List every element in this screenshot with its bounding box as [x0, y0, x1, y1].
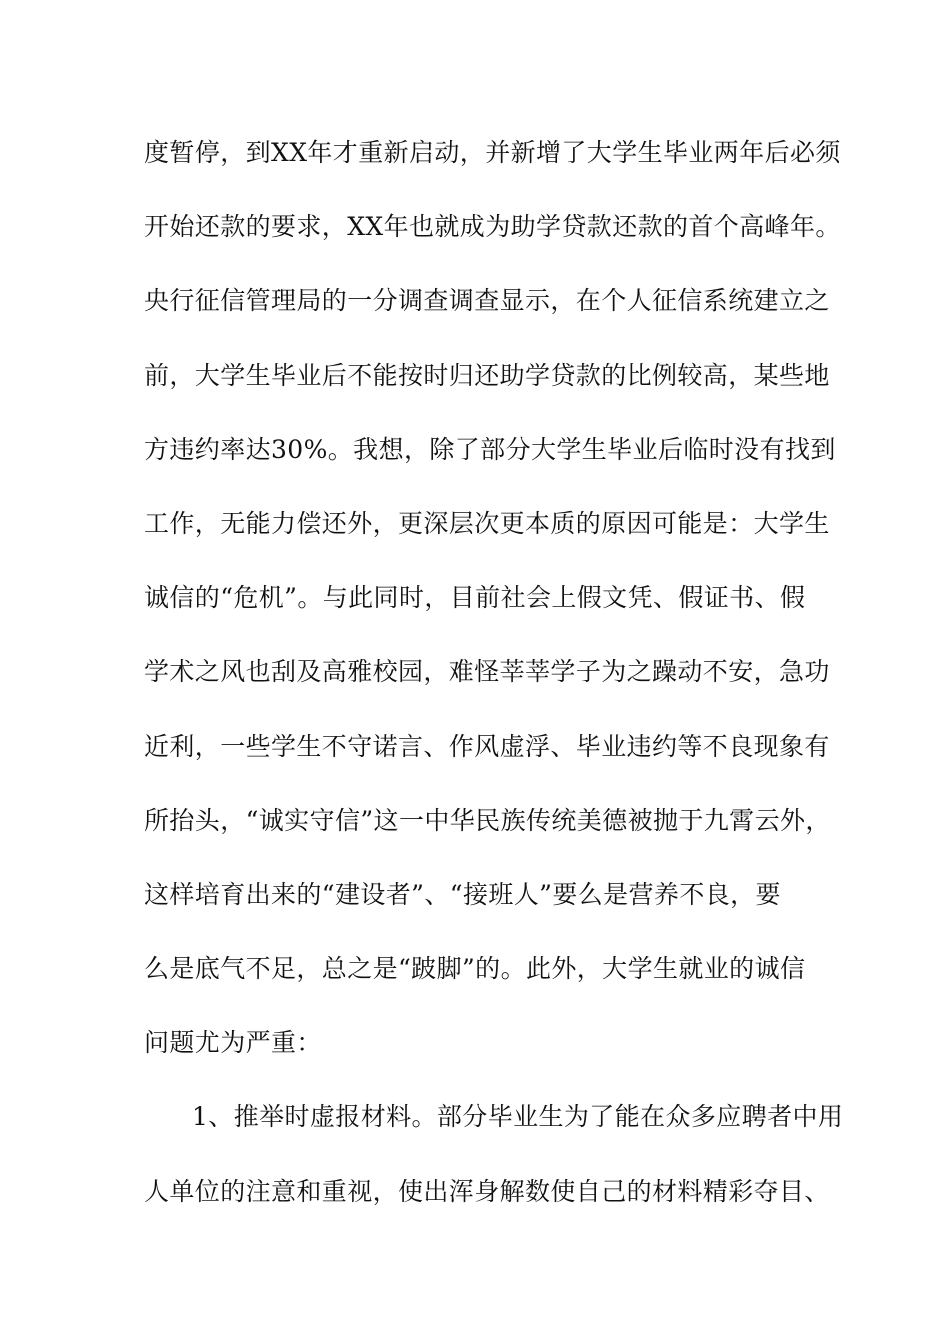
text-line: 诚信的“危机”。与此同时，目前社会上假文凭、假证书、假: [144, 583, 806, 613]
document-body: [144, 129, 844, 1242]
text-line: 方违约率达30%。我想，除了部分大学生毕业后临时没有找到: [144, 434, 836, 464]
text-line: 这样培育出来的“建设者”、“接班人”要么是营养不良，要: [144, 879, 781, 909]
text-line: 前，大学生毕业后不能按时归还助学贷款的比例较高，某些地: [144, 360, 830, 390]
text-line: 人单位的注意和重视，使出浑身解数使自己的材料精彩夺目、: [144, 1176, 830, 1206]
text-line: 央行征信管理局的一分调查调查显示，在个人征信系统建立之: [144, 286, 830, 316]
text-line: 开始还款的要求，XX年也就成为助学贷款还款的首个高峰年。: [144, 212, 841, 242]
text-line: 么是底气不足，总之是“跛脚”的。此外，大学生就业的诚信: [144, 954, 806, 984]
text-line: 所抬头，“诚实守信”这一中华民族传统美德被抛于九霄云外，: [144, 805, 831, 835]
text-line: 工作，无能力偿还外，更深层次更本质的原因可能是：大学生: [144, 508, 830, 538]
list-item-line: 1、推举时虚报材料。部分毕业生为了能在众多应聘者中用: [192, 1102, 844, 1132]
text-line: 问题尤为严重：: [144, 1028, 322, 1058]
text-line: 近利，一些学生不守诺言、作风虚浮、毕业违约等不良现象有: [144, 731, 830, 761]
text-line: 学术之风也刮及高雅校园，难怪莘莘学子为之躁动不安，急功: [144, 657, 830, 687]
text-line: 度暂停，到XX年才重新启动，并新增了大学生毕业两年后必须: [144, 138, 841, 167]
